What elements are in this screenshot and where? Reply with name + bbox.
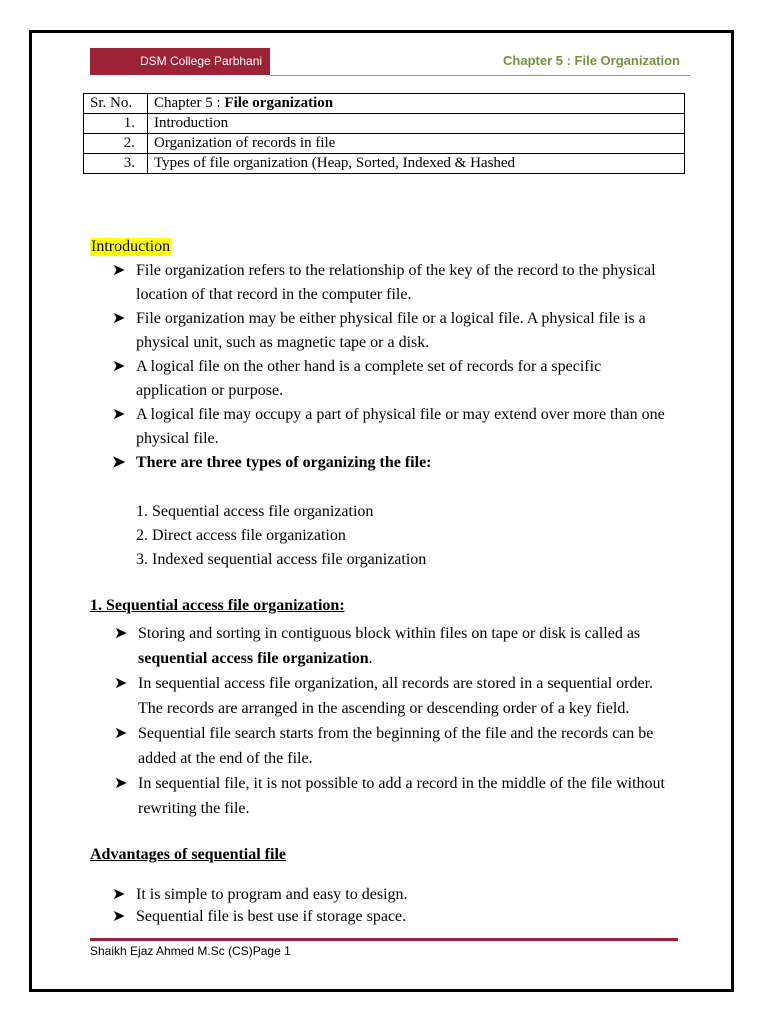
list-item: ➤ File organization may be either physical file or a logical file. A physical file is a physical unit, such as magnetic tape or a disk. bbox=[112, 307, 672, 355]
header-divider bbox=[270, 75, 690, 76]
list-item: ➤ Sequential file search starts from the beginning of the file and the records can be added at the end of the file. bbox=[114, 721, 674, 771]
arrow-right-icon: ➤ bbox=[112, 908, 126, 925]
intro-bullets bbox=[112, 259, 672, 475]
chapter-header: Chapter 5 : File Organization bbox=[503, 53, 680, 68]
row-text: Organization of records in file bbox=[148, 134, 685, 154]
footer-divider bbox=[90, 938, 678, 941]
arrow-right-icon: ➤ bbox=[114, 625, 128, 642]
list-item: 2. Direct access file organization bbox=[136, 527, 346, 544]
sequential-heading: 1. Sequential access file organization: bbox=[90, 597, 345, 614]
arrow-right-icon: ➤ bbox=[112, 886, 126, 903]
arrow-right-icon: ➤ bbox=[112, 358, 126, 375]
list-item: ➤ Sequential file is best use if storage space. bbox=[112, 906, 672, 928]
row-text: Introduction bbox=[148, 114, 685, 134]
arrow-right-icon: ➤ bbox=[112, 310, 126, 327]
row-text: Types of file organization (Heap, Sorted, Indexed & Hashed bbox=[148, 154, 685, 174]
table-row bbox=[84, 94, 685, 114]
sequential-bullets bbox=[114, 621, 674, 821]
arrow-right-icon: ➤ bbox=[114, 675, 128, 692]
contents-table bbox=[83, 93, 685, 174]
list-item: 3. Indexed sequential access file organization bbox=[136, 551, 427, 568]
sr-no-header: Sr. No. bbox=[84, 94, 148, 114]
list-item: ➤ In sequential file, it is not possible to add a record in the middle of the file without rewriting the file. bbox=[114, 771, 674, 821]
table-row bbox=[84, 114, 685, 134]
arrow-right-icon: ➤ bbox=[112, 262, 126, 279]
list-item: 1. Sequential access file organization bbox=[136, 503, 374, 520]
footer-author-page: Shaikh Ejaz Ahmed M.Sc (CS)Page 1 bbox=[90, 944, 291, 958]
file-types-list bbox=[136, 500, 426, 572]
arrow-right-icon: ➤ bbox=[112, 406, 126, 423]
list-item: ➤ A logical file may occupy a part of physical file or may extend over more than one physical file. bbox=[112, 403, 672, 451]
list-item: ➤ There are three types of organizing the file: bbox=[112, 451, 672, 475]
arrow-right-icon: ➤ bbox=[112, 454, 126, 471]
row-number: 3. bbox=[84, 154, 148, 174]
college-header: DSM College Parbhani bbox=[90, 48, 270, 75]
arrow-right-icon: ➤ bbox=[114, 775, 128, 792]
table-row bbox=[84, 154, 685, 174]
row-number: 2. bbox=[84, 134, 148, 154]
list-item: ➤ A logical file on the other hand is a complete set of records for a specific application or purpose. bbox=[112, 355, 672, 403]
arrow-right-icon: ➤ bbox=[114, 725, 128, 742]
introduction-heading: Introduction bbox=[91, 238, 171, 255]
advantages-heading: Advantages of sequential file bbox=[90, 846, 286, 863]
row-number: 1. bbox=[84, 114, 148, 134]
advantages-bullets bbox=[112, 884, 672, 928]
list-item: ➤ It is simple to program and easy to design. bbox=[112, 884, 672, 906]
list-item: ➤ In sequential access file organization, all records are stored in a sequential order. The records are arranged in the ascending or descending order of a key field. bbox=[114, 671, 674, 721]
table-row bbox=[84, 134, 685, 154]
list-item: ➤ Storing and sorting in contiguous block within files on tape or disk is called as sequential access file organization. bbox=[114, 621, 674, 671]
list-item: ➤ File organization refers to the relationship of the key of the record to the physical location of that record in the computer file. bbox=[112, 259, 672, 307]
chapter-title-header: Chapter 5 : File organization bbox=[148, 94, 685, 114]
